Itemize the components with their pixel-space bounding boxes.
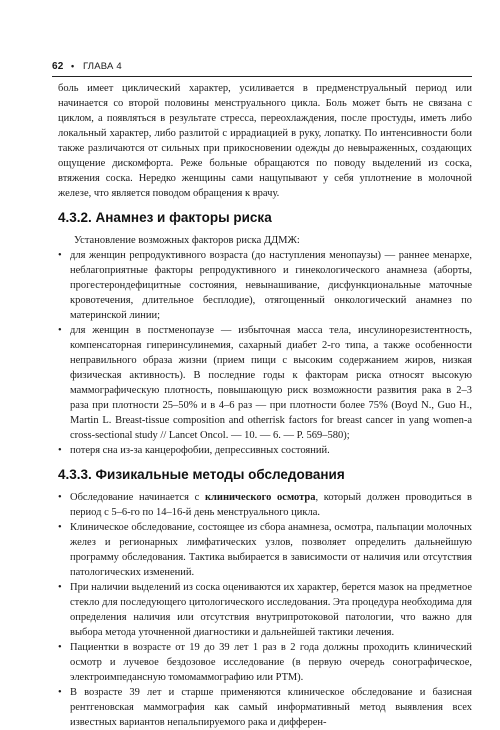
bullet-icon: • — [58, 250, 62, 261]
intro-paragraph: боль имеет циклический характер, усиливается в предменструальный период или начинается со второй половины менструального цикла. Боль может быть не связана с циклом, а появляться в результате стресса, переохлаждения, после простуды, иметь либо локальный характер, либо разлитой с иррадиацией в руку, лопатку. По интенсивности боли также различаются от сильных при прикосновении одежды до невыраженных, создающих ощущение дискомфорта. Реже больные обращаются по поводу выделений из соска, втяжения соска. Нередко женщины сами нащупывают у себя уплотнение в молочной железе, что является поводом обращения к врачу. — [58, 83, 472, 199]
list-item-text: Клиническое обследование, состоящее из сбора анамнеза, осмотра, пальпации молочных желез и регионарных лимфатических узлов, позволяет определить дальнейшую программу обследования. Тактика выбирается в зависимости от наличия или отсутствия патологических изменений. — [70, 522, 472, 578]
page-body — [58, 81, 472, 730]
bullet-icon: • — [58, 492, 62, 503]
list-item — [58, 520, 472, 580]
section-heading-physical-exam: 4.3.3. Физикальные методы обследования — [58, 467, 345, 482]
list-item — [58, 490, 472, 520]
bullet-icon: • — [58, 642, 62, 653]
header-bullet: • — [71, 61, 75, 71]
chapter-title: ГЛАВА 4 — [83, 61, 122, 72]
bullet-icon: • — [58, 445, 62, 456]
exam-method-list — [58, 490, 472, 730]
list-item-text: потеря сна из-за канцерофобии, депрессивных состояний. — [70, 445, 330, 456]
page-number: 62 — [52, 61, 64, 72]
risk-factor-list — [58, 248, 472, 458]
emphasis-term: клинического осмотра — [204, 492, 316, 503]
header-rule — [52, 76, 472, 77]
bullet-icon: • — [58, 687, 62, 698]
list-item-text: для женщин в постменопаузе — избыточная масса тела, инсулинорезистентность, компенсаторная гиперинсулинемия, сахарный диабет 2-го типа, а также особенности неправильного образа жизни (прием пищи с высоким содержанием жиров, низкая физическая активность). В последние годы к факторам риска относят высокую маммографическую плотность, повышающую риск возможности развития рака в 2–3 раза при плотности 25–50% и в 4–6 раз — при плотности более 75% (Boyd N., Guo H., Martin L. Breast-tissue composition and otherrisk factors for breast cancer in yang women-a cross-sectional study // Lancet Oncol. — 10. — 6. — P. 569–580); — [70, 325, 472, 441]
running-header — [52, 60, 470, 76]
section-lead: Установление возможных факторов риска ДДМЖ: — [74, 235, 300, 246]
list-item-text-start: Обследование начинается с — [70, 492, 205, 503]
list-item-text: Пациентки в возрасте от 19 до 39 лет 1 раз в 2 года должны проходить клинический осмотр и лучевое бездозовое исследование (в первую очередь сонографическое, электроимпедансную томомаммографию или РТМ). — [70, 642, 472, 683]
list-item — [58, 443, 472, 458]
list-item-text: В возрасте 39 лет и старше применяются клиническое обследование и базисная рентгеновская маммография как самый информативный метод выявления всех известных вариантов непальпируемого рака и дифферен- — [70, 687, 472, 728]
list-item — [58, 685, 472, 730]
list-item — [58, 248, 472, 323]
list-item-text: При наличии выделений из соска оцениваются их характер, берется мазок на предметное стекло для последующего цитологического исследования. Эта процедура необходима для определения наличия или отсутствия внутрипротоковой патологии, что важно для выбора метода уточненной диагностики и дальнейшей тактики лечения. — [70, 582, 472, 638]
bullet-icon: • — [58, 582, 62, 593]
list-item-text-end: , который должен проводиться в период с 5–6-го по 14–16-й день менструального цикла. — [70, 492, 472, 518]
list-item — [58, 640, 472, 685]
list-item-text: для женщин репродуктивного возраста (до наступления менопаузы) — раннее менархе, неблагоприятные факторы репродуктивного и гинекологического анамнеза (аборты, прогестерондефицитные состояния, невынашивание, дисфункциональные маточные кровотечения, длительное бесплодие), отягощенный онкологический анамнез по материнской линии; — [70, 250, 472, 321]
bullet-icon: • — [58, 325, 62, 336]
list-item — [58, 323, 472, 443]
list-item — [58, 580, 472, 640]
bullet-icon: • — [58, 522, 62, 533]
section-heading-history: 4.3.2. Анамнез и факторы риска — [58, 210, 272, 225]
